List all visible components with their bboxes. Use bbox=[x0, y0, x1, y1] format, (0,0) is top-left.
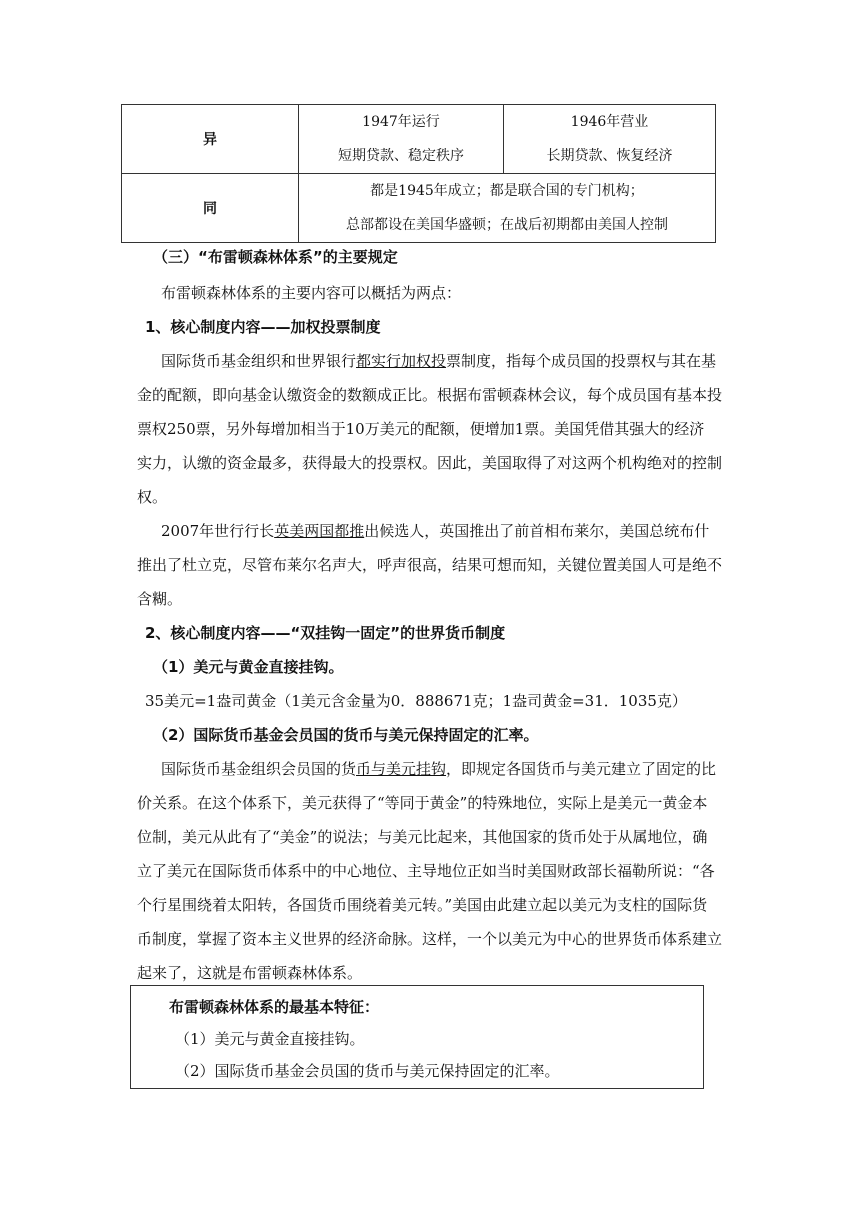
underlined-text: 都实行加权投 bbox=[356, 352, 447, 370]
cell-line: 1946年营业 bbox=[570, 114, 649, 130]
paragraph-line bbox=[137, 344, 722, 378]
paragraph-line: 票权250票，另外每增加相当于10万美元的配额，便增加1票。美国凭借其强大的经济 bbox=[137, 420, 705, 438]
sub1-text: 35美元=1盎司黄金（1美元含金量为0．888671克；1盎司黄金=31．1035克） bbox=[145, 692, 687, 710]
cell-line: 总部都设在美国华盛顿；在战后初期都由美国人控制 bbox=[346, 217, 668, 233]
paragraph-line: 权。 bbox=[137, 488, 168, 506]
paragraph-line: 币制度，掌握了资本主义世界的经济命脉。这样，一个以美元为中心的世界货币体系建立 bbox=[137, 930, 723, 948]
cell-line: 短期贷款、稳定秩序 bbox=[338, 148, 464, 164]
cell-line: 长期贷款、恢复经济 bbox=[546, 148, 673, 164]
point1-heading: 1、核心制度内容——加权投票制度 bbox=[145, 318, 381, 336]
summary-item: （1）美元与黄金直接挂钩。 bbox=[175, 1030, 365, 1048]
summary-box bbox=[130, 985, 704, 1089]
summary-item: （2）国际货币基金会员国的货币与美元保持固定的汇率。 bbox=[175, 1062, 560, 1080]
paragraph-line: 位制，美元从此有了“美金”的说法；与美元比起来，其他国家的货币处于从属地位，确 bbox=[137, 828, 708, 846]
table-cell bbox=[504, 105, 716, 174]
text-span: ，即规定各国货币与美元建立了固定的比 bbox=[446, 760, 717, 778]
paragraph-world-bank-example bbox=[137, 514, 722, 616]
cell-line: 都是1945年成立；都是联合国的专门机构； bbox=[370, 183, 644, 199]
paragraph-line bbox=[137, 752, 722, 786]
table-row bbox=[122, 174, 716, 243]
sub2-heading: （2）国际货币基金会员国的货币与美元保持固定的汇率。 bbox=[153, 726, 539, 744]
paragraph-line: 起来了，这就是布雷顿森林体系。 bbox=[137, 964, 363, 982]
intro-text: 布雷顿森林体系的主要内容可以概括为两点： bbox=[161, 284, 462, 302]
cell-line: 1947年运行 bbox=[362, 114, 440, 130]
table-row bbox=[122, 105, 716, 174]
row-label-similarity: 同 bbox=[122, 174, 299, 243]
paragraph-line: 个行星围绕着太阳转，各国货币围绕着美元转。”美国由此建立起以美元为支柱的国际货 bbox=[137, 896, 708, 914]
summary-title: 布雷顿森林体系的最基本特征： bbox=[169, 998, 380, 1016]
point2-heading: 2、核心制度内容——“双挂钩一固定”的世界货币制度 bbox=[145, 624, 506, 642]
underlined-text: 英美两国都推 bbox=[274, 522, 365, 540]
paragraph-line: 价关系。在这个体系下，美元获得了“等同于黄金”的特殊地位，实际上是美元一黄金本 bbox=[137, 794, 708, 812]
underlined-text: 币与美元挂钩 bbox=[356, 760, 447, 778]
text-span: 国际货币基金组织和世界银行 bbox=[161, 352, 357, 370]
sub1-heading: （1）美元与黄金直接挂钩。 bbox=[153, 658, 344, 676]
text-span: 2007年世行行长 bbox=[161, 522, 275, 540]
section-heading: （三）“布雷顿森林体系”的主要规定 bbox=[153, 248, 398, 266]
row-label-difference: 异 bbox=[122, 105, 299, 174]
text-span: 国际货币基金组织会员国的货 bbox=[161, 760, 357, 778]
text-span: 票制度，指每个成员国的投票权与其在基 bbox=[446, 352, 717, 370]
paragraph-line: 实力，认缴的资金最多，获得最大的投票权。因此，美国取得了对这两个机构绝对的控制 bbox=[137, 454, 723, 472]
paragraph-dollar-peg bbox=[137, 752, 722, 990]
paragraph-line: 立了美元在国际货币体系中的中心地位、主导地位正如当时美国财政部长福勒所说：“各 bbox=[137, 862, 715, 880]
table-cell bbox=[299, 174, 716, 243]
paragraph-line: 含糊。 bbox=[137, 590, 183, 608]
paragraph-line: 推出了杜立克，尽管布莱尔名声大，呼声很高，结果可想而知，关键位置美国人可是绝不 bbox=[137, 556, 723, 574]
paragraph-weighted-voting bbox=[137, 344, 722, 514]
paragraph-line bbox=[137, 514, 722, 548]
paragraph-line: 金的配额，即向基金认缴资金的数额成正比。根据布雷顿森林会议，每个成员国有基本投 bbox=[137, 386, 723, 404]
table-cell bbox=[299, 105, 504, 174]
comparison-table bbox=[121, 104, 716, 243]
text-span: 出候选人，英国推出了前首相布莱尔，美国总统布什 bbox=[364, 522, 710, 540]
